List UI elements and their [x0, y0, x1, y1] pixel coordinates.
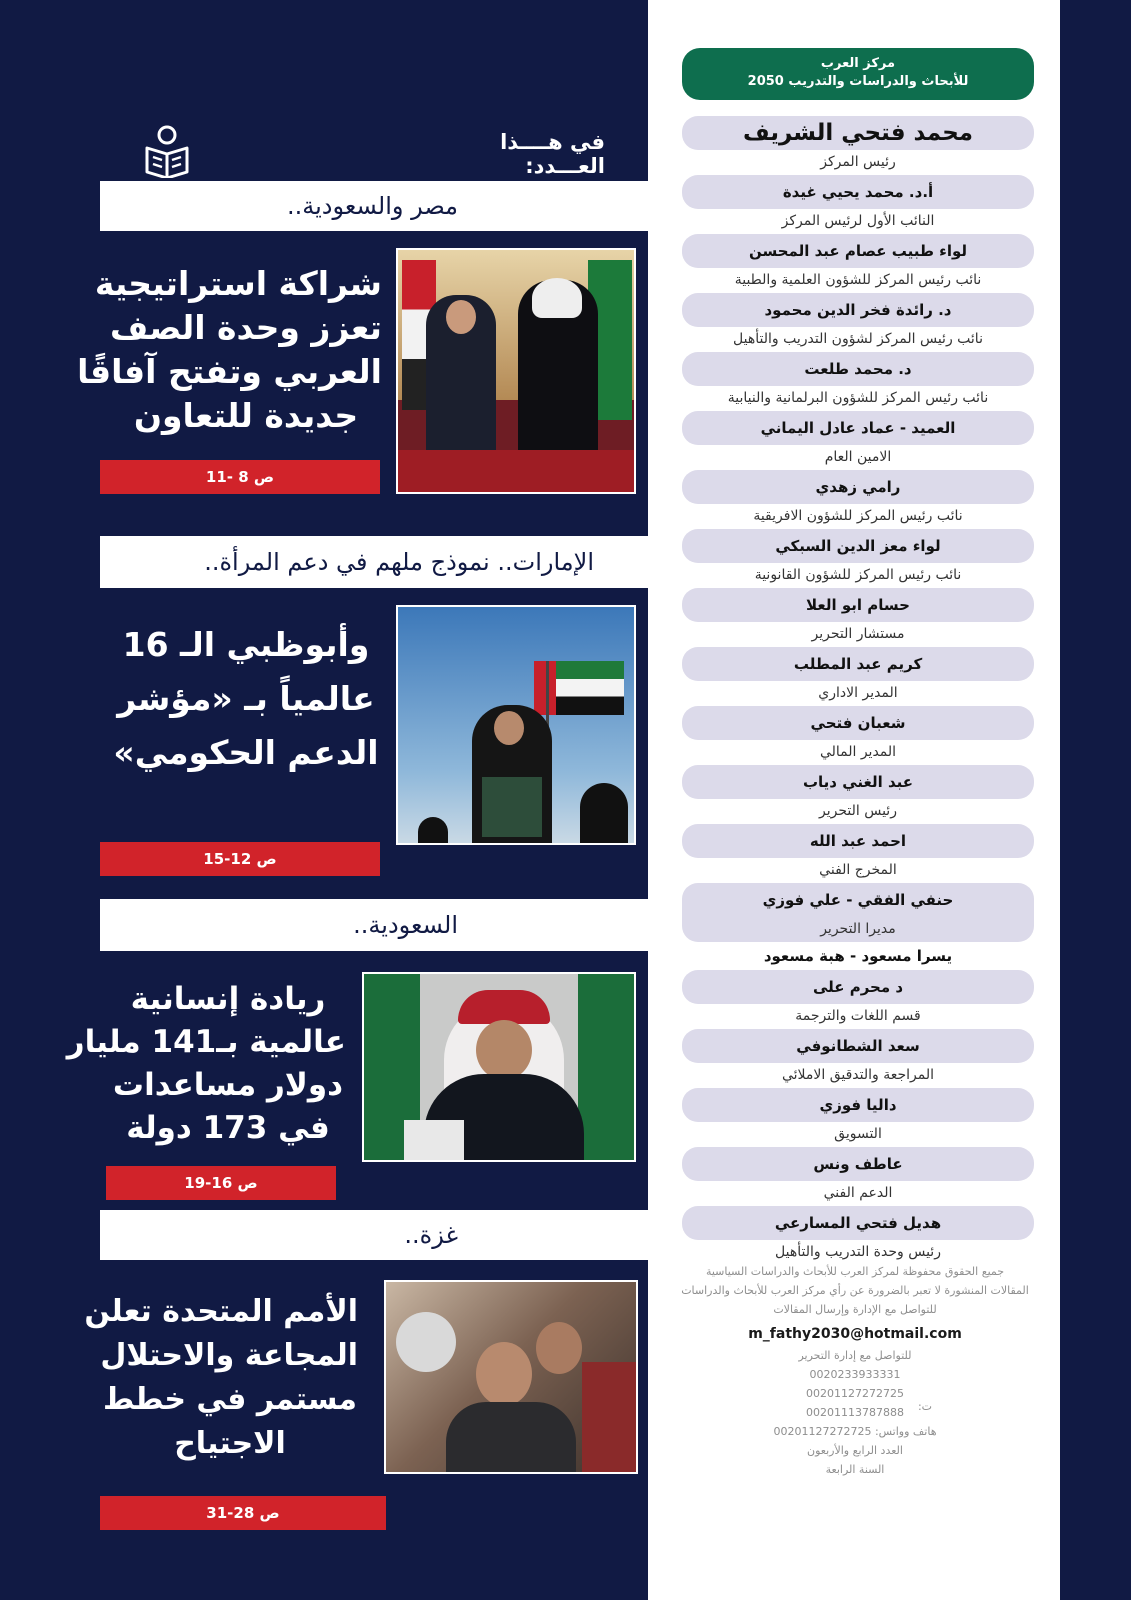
- staff-name: العميد - عماد عادل اليماني: [682, 411, 1034, 445]
- org-name-line1: مركز العرب: [820, 56, 896, 71]
- staff-role: نائب رئيس المركز للشؤون القانونية: [754, 567, 962, 583]
- section-band-uae: [100, 536, 648, 588]
- staff-role: النائب الأول لرئيس المركز: [781, 213, 935, 229]
- staff-name: أ.د. محمد يحيي غيدة: [682, 175, 1034, 209]
- photo-uae-women: [396, 605, 636, 845]
- staff-name: محمد فتحي الشريف: [682, 116, 1034, 150]
- issue-heading: في هــــذا العـــدد:: [500, 130, 605, 178]
- phone-number: 00201127272725: [806, 1387, 904, 1400]
- whatsapp-number: هاتف وواتس: 00201127272725: [773, 1425, 937, 1438]
- staff-name: حسام ابو العلا: [682, 588, 1034, 622]
- staff-name: حنفي الفقي - علي فوزي: [682, 883, 1034, 917]
- copyright-note: جميع الحقوق محفوظة لمركز العرب للأبحاث والدراسات السياسية: [705, 1265, 1005, 1278]
- staff-role: رئيس المركز: [820, 154, 896, 170]
- staff-name: رامي زهدي: [682, 470, 1034, 504]
- staff-name: لواء معز الدين السبكي: [682, 529, 1034, 563]
- section-band-gaza: [100, 1210, 648, 1260]
- staff-name: شعبان فتحي: [682, 706, 1034, 740]
- staff-role: قسم اللغات والترجمة: [795, 1008, 921, 1024]
- headline-egypt-saudi: شراكة استراتيجية تعزز وحدة الصف العربي وتفتح آفاقًا جديدة للتعاون: [77, 264, 382, 435]
- page-ref-saudi: ص 16-19: [106, 1166, 336, 1200]
- staff-name: د. محمد طلعت: [682, 352, 1034, 386]
- staff-list: [682, 116, 1034, 1265]
- section-title: الإمارات.. نموذج ملهم في دعم المرأة..: [204, 548, 594, 576]
- staff-role: التسويق: [834, 1126, 882, 1142]
- section-title: غزة..: [404, 1221, 458, 1249]
- page-ref-gaza: ص 28-31: [100, 1496, 386, 1530]
- staff-name: سعد الشطانوفي: [682, 1029, 1034, 1063]
- page-ref-uae: ص 12-15: [100, 842, 380, 876]
- reader-book-icon: [142, 124, 192, 178]
- staff-role: الامين العام: [824, 449, 892, 465]
- issue-number: العدد الرابع والأربعون: [807, 1444, 903, 1457]
- contact-email[interactable]: m_fathy2030@hotmail.com: [748, 1326, 962, 1342]
- section-band-saudi: [100, 899, 648, 951]
- publication-footer: [660, 1262, 1050, 1479]
- staff-role: مستشار التحرير: [811, 626, 905, 642]
- year-number: السنة الرابعة: [825, 1463, 885, 1476]
- staff-role: نائب رئيس المركز للشؤون الافريقية: [753, 508, 963, 524]
- staff-name: داليا فوزي: [682, 1088, 1034, 1122]
- staff-role: المدير الاداري: [818, 685, 898, 701]
- phone-number: 00201113787888: [806, 1406, 904, 1419]
- tel-label: ت:: [917, 1400, 932, 1413]
- staff-role: رئيس وحدة التدريب والتأهيل: [775, 1244, 941, 1260]
- staff-role: المخرج الفني: [819, 862, 897, 878]
- org-name-line2: للأبحاث والدراسات والتدريب 2050: [747, 74, 969, 89]
- staff-name: احمد عبد الله: [682, 824, 1034, 858]
- photo-mbs: [362, 972, 636, 1162]
- contact-editorial-label: للتواصل مع إدارة التحرير: [798, 1349, 912, 1362]
- headline-gaza: الأمم المتحدة تعلن المجاعة والاحتلال مستمر في خطط الاجتياح: [84, 1294, 358, 1461]
- staff-name: هديل فتحي المسارعي: [682, 1206, 1034, 1240]
- photo-sisi-mbs: [396, 248, 636, 494]
- phone-number: 0020233933331: [809, 1368, 901, 1381]
- headline-uae: وأبوظبي الـ 16 عالمياً بـ «مؤشر الدعم الحكومي»: [113, 625, 379, 772]
- section-title: السعودية..: [353, 911, 458, 939]
- staff-role: نائب رئيس المركز لشؤون التدريب والتأهيل: [733, 331, 983, 347]
- staff-role: نائب رئيس المركز للشؤون العلمية والطبية: [734, 272, 982, 288]
- contact-management-label: للتواصل مع الإدارة وإرسال المقالات: [773, 1303, 937, 1316]
- right-edge-strip: [1060, 0, 1131, 1600]
- staff-name: يسرا مسعود - هبة مسعود: [763, 947, 953, 965]
- photo-gaza-children: [384, 1280, 638, 1474]
- staff-role: مديرا التحرير: [682, 917, 1034, 942]
- staff-role: المدير المالي: [819, 744, 897, 760]
- page-ref-egypt-saudi: ص 8 -11: [100, 460, 380, 494]
- staff-role: المراجعة والتدقيق الاملائي: [781, 1067, 935, 1083]
- staff-name: كريم عبد المطلب: [682, 647, 1034, 681]
- staff-role: نائب رئيس المركز للشؤون البرلمانية والنيابية: [727, 390, 989, 406]
- org-name-pill: [682, 48, 1034, 100]
- staff-role: الدعم الفني: [823, 1185, 893, 1201]
- headline-saudi: ريادة إنسانية عالمية بـ141 مليار دولار مساعدات في 173 دولة: [66, 981, 346, 1146]
- staff-name: عاطف ونس: [682, 1147, 1034, 1181]
- staff-name: د. رائدة فخر الدين محمود: [682, 293, 1034, 327]
- disclaimer-note: المقالات المنشورة لا تعبر بالضرورة عن رأي مركز العرب للأبحاث والدراسات: [681, 1284, 1029, 1297]
- section-band-egypt-saudi: [100, 181, 648, 231]
- staff-name: عبد الغني دياب: [682, 765, 1034, 799]
- staff-name: لواء طبيب عصام عبد المحسن: [682, 234, 1034, 268]
- section-title: مصر والسعودية..: [287, 192, 458, 220]
- staff-role: رئيس التحرير: [819, 803, 897, 819]
- staff-name: د محرم على: [682, 970, 1034, 1004]
